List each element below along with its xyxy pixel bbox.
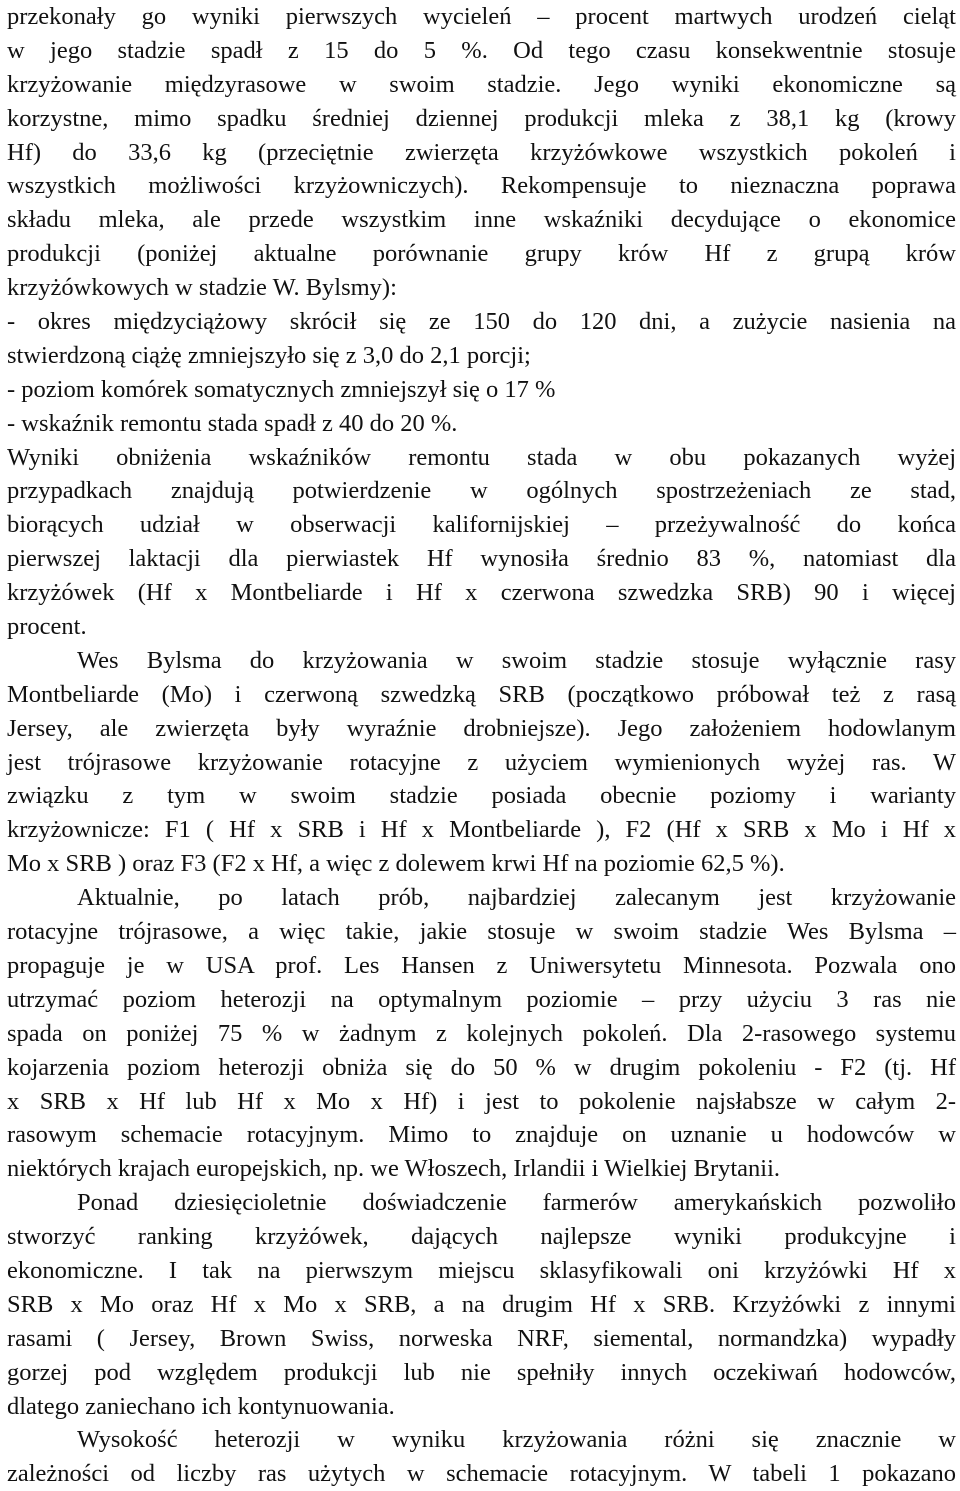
text-line: krzyżownicze: F1 ( Hf x SRB i Hf x Montbeliarde ), F2 (Hf x SRB x Mo i Hf x xyxy=(7,816,956,844)
text-line: Ponad dziesięcioletnie doświadczenie farmerów amerykańskich pozwoliło xyxy=(77,1189,956,1217)
text-line: dlatego zaniechano ich kontynuowania. xyxy=(7,1392,395,1420)
paragraph xyxy=(7,644,956,881)
text-line: biorących udział w obserwacji kalifornijskiej – przeżywalność do końca xyxy=(7,511,956,539)
paragraph xyxy=(7,881,956,1186)
text-line: stworzyć ranking krzyżówek, dających najlepsze wyniki produkcyjne i xyxy=(7,1223,956,1251)
paragraph xyxy=(7,0,956,644)
paragraph xyxy=(7,1423,956,1491)
text-line: produkcji (poniżej aktualne porównanie grupy krów Hf z grupą krów xyxy=(7,240,956,268)
text-line: w jego stadzie spadł z 15 do 5 %. Od tego czasu konsekwentnie stosuje xyxy=(7,36,956,64)
text-line: korzystne, mimo spadku średniej dziennej produkcji mleka z 38,1 kg (krowy xyxy=(7,104,956,132)
text-line: Jersey, ale zwierzęta były wyraźnie drobniejsze). Jego założeniem hodowlanym xyxy=(7,714,956,742)
text-line: utrzymać poziom heterozji na optymalnym poziomie – przy użyciu 3 ras nie xyxy=(7,985,956,1013)
text-line: pierwszej laktacji dla pierwiastek Hf wynosiła średnio 83 %, natomiast dla xyxy=(7,545,956,573)
text-line: ekonomiczne. I tak na pierwszym miejscu sklasyfikowali oni krzyżówki Hf x xyxy=(7,1256,956,1284)
text-line: wszystkich możliwości krzyżowniczych). Rekompensuje to nieznaczna poprawa xyxy=(7,172,956,200)
text-line: rasami ( Jersey, Brown Swiss, norweska NRF, siemental, normandzka) wypadły xyxy=(7,1324,956,1352)
text-line: krzyżowanie międzyrasowe w swoim stadzie. Jego wyniki ekonomiczne są xyxy=(7,70,956,98)
text-line: propaguje je w USA prof. Les Hansen z Uniwersytetu Minnesota. Pozwala ono xyxy=(7,951,956,979)
text-line: kojarzenia poziom heterozji obniża się do 50 % w drugim pokoleniu - F2 (tj. Hf xyxy=(7,1053,956,1081)
text-line: związku z tym w swoim stadzie posiada obecnie poziomy i warianty xyxy=(7,782,956,810)
text-line: spada on poniżej 75 % w żadnym z kolejnych pokoleń. Dla 2-rasowego systemu xyxy=(7,1019,956,1047)
text-line: Wysokość heterozji w wyniku krzyżowania różni się znacznie w xyxy=(77,1426,956,1454)
text-line: Wyniki obniżenia wskaźników remontu stada w obu pokazanych wyżej xyxy=(7,443,956,471)
text-line: krzyżówkowych w stadzie W. Bylsmy): xyxy=(7,274,397,302)
text-line: SRB x Mo oraz Hf x Mo x SRB, a na drugim Hf x SRB. Krzyżówki z innymi xyxy=(7,1290,956,1318)
text-line: - wskaźnik remontu stada spadł z 40 do 20 %. xyxy=(7,409,458,437)
text-line: Aktualnie, po latach prób, najbardziej zalecanym jest krzyżowanie xyxy=(77,884,956,912)
text-line: zależności od liczby ras użytych w schemacie rotacyjnym. W tabeli 1 pokazano xyxy=(7,1460,956,1488)
text-line: procent. xyxy=(7,613,87,641)
paragraph xyxy=(7,1186,956,1423)
text-line: krzyżówek (Hf x Montbeliarde i Hf x czerwona szwedzka SRB) 90 i więcej xyxy=(7,579,956,607)
text-line: przypadkach znajdują potwierdzenie w ogólnych spostrzeżeniach ze stad, xyxy=(7,477,956,505)
text-line: x SRB x Hf lub Hf x Mo x Hf) i jest to pokolenie najsłabsze w całym 2- xyxy=(7,1087,956,1115)
text-line: rotacyjne trójrasowe, a więc takie, jakie stosuje w swoim stadzie Wes Bylsma – xyxy=(7,918,956,946)
text-line: składu mleka, ale przede wszystkim inne wskaźniki decydujące o ekonomice xyxy=(7,206,956,234)
text-line: Hf) do 33,6 kg (przeciętnie zwierzęta krzyżówkowe wszystkich pokoleń i xyxy=(7,138,956,166)
text-line: rasowym schemacie rotacyjnym. Mimo to znajduje on uznanie u hodowców w xyxy=(7,1121,956,1149)
text-line: stwierdzoną ciążę zmniejszyło się z 3,0 do 2,1 porcji; xyxy=(7,341,531,369)
text-line: - poziom komórek somatycznych zmniejszył się o 17 % xyxy=(7,375,556,403)
text-line: jest trójrasowe krzyżowanie rotacyjne z użyciem wymienionych wyżej ras. W xyxy=(7,748,956,776)
text-line: przekonały go wyniki pierwszych wycieleń – procent martwych urodzeń cieląt xyxy=(7,3,956,30)
text-line: gorzej pod względem produkcji lub nie spełniły innych oczekiwań hodowców, xyxy=(7,1358,956,1386)
text-line: Wes Bylsma do krzyżowania w swoim stadzie stosuje wyłącznie rasy xyxy=(77,646,956,674)
text-line: Mo x SRB ) oraz F3 (F2 x Hf, a więc z dolewem krwi Hf na poziomie 62,5 %). xyxy=(7,850,785,878)
text-line: niektórych krajach europejskich, np. we Włoszech, Irlandii i Wielkiej Brytanii. xyxy=(7,1155,781,1183)
text-line: Montbeliarde (Mo) i czerwoną szwedzką SRB (początkowo próbował też z rasą xyxy=(7,680,956,708)
text-line: - okres międzyciążowy skrócił się ze 150 do 120 dni, a zużycie nasienia na xyxy=(7,308,956,336)
